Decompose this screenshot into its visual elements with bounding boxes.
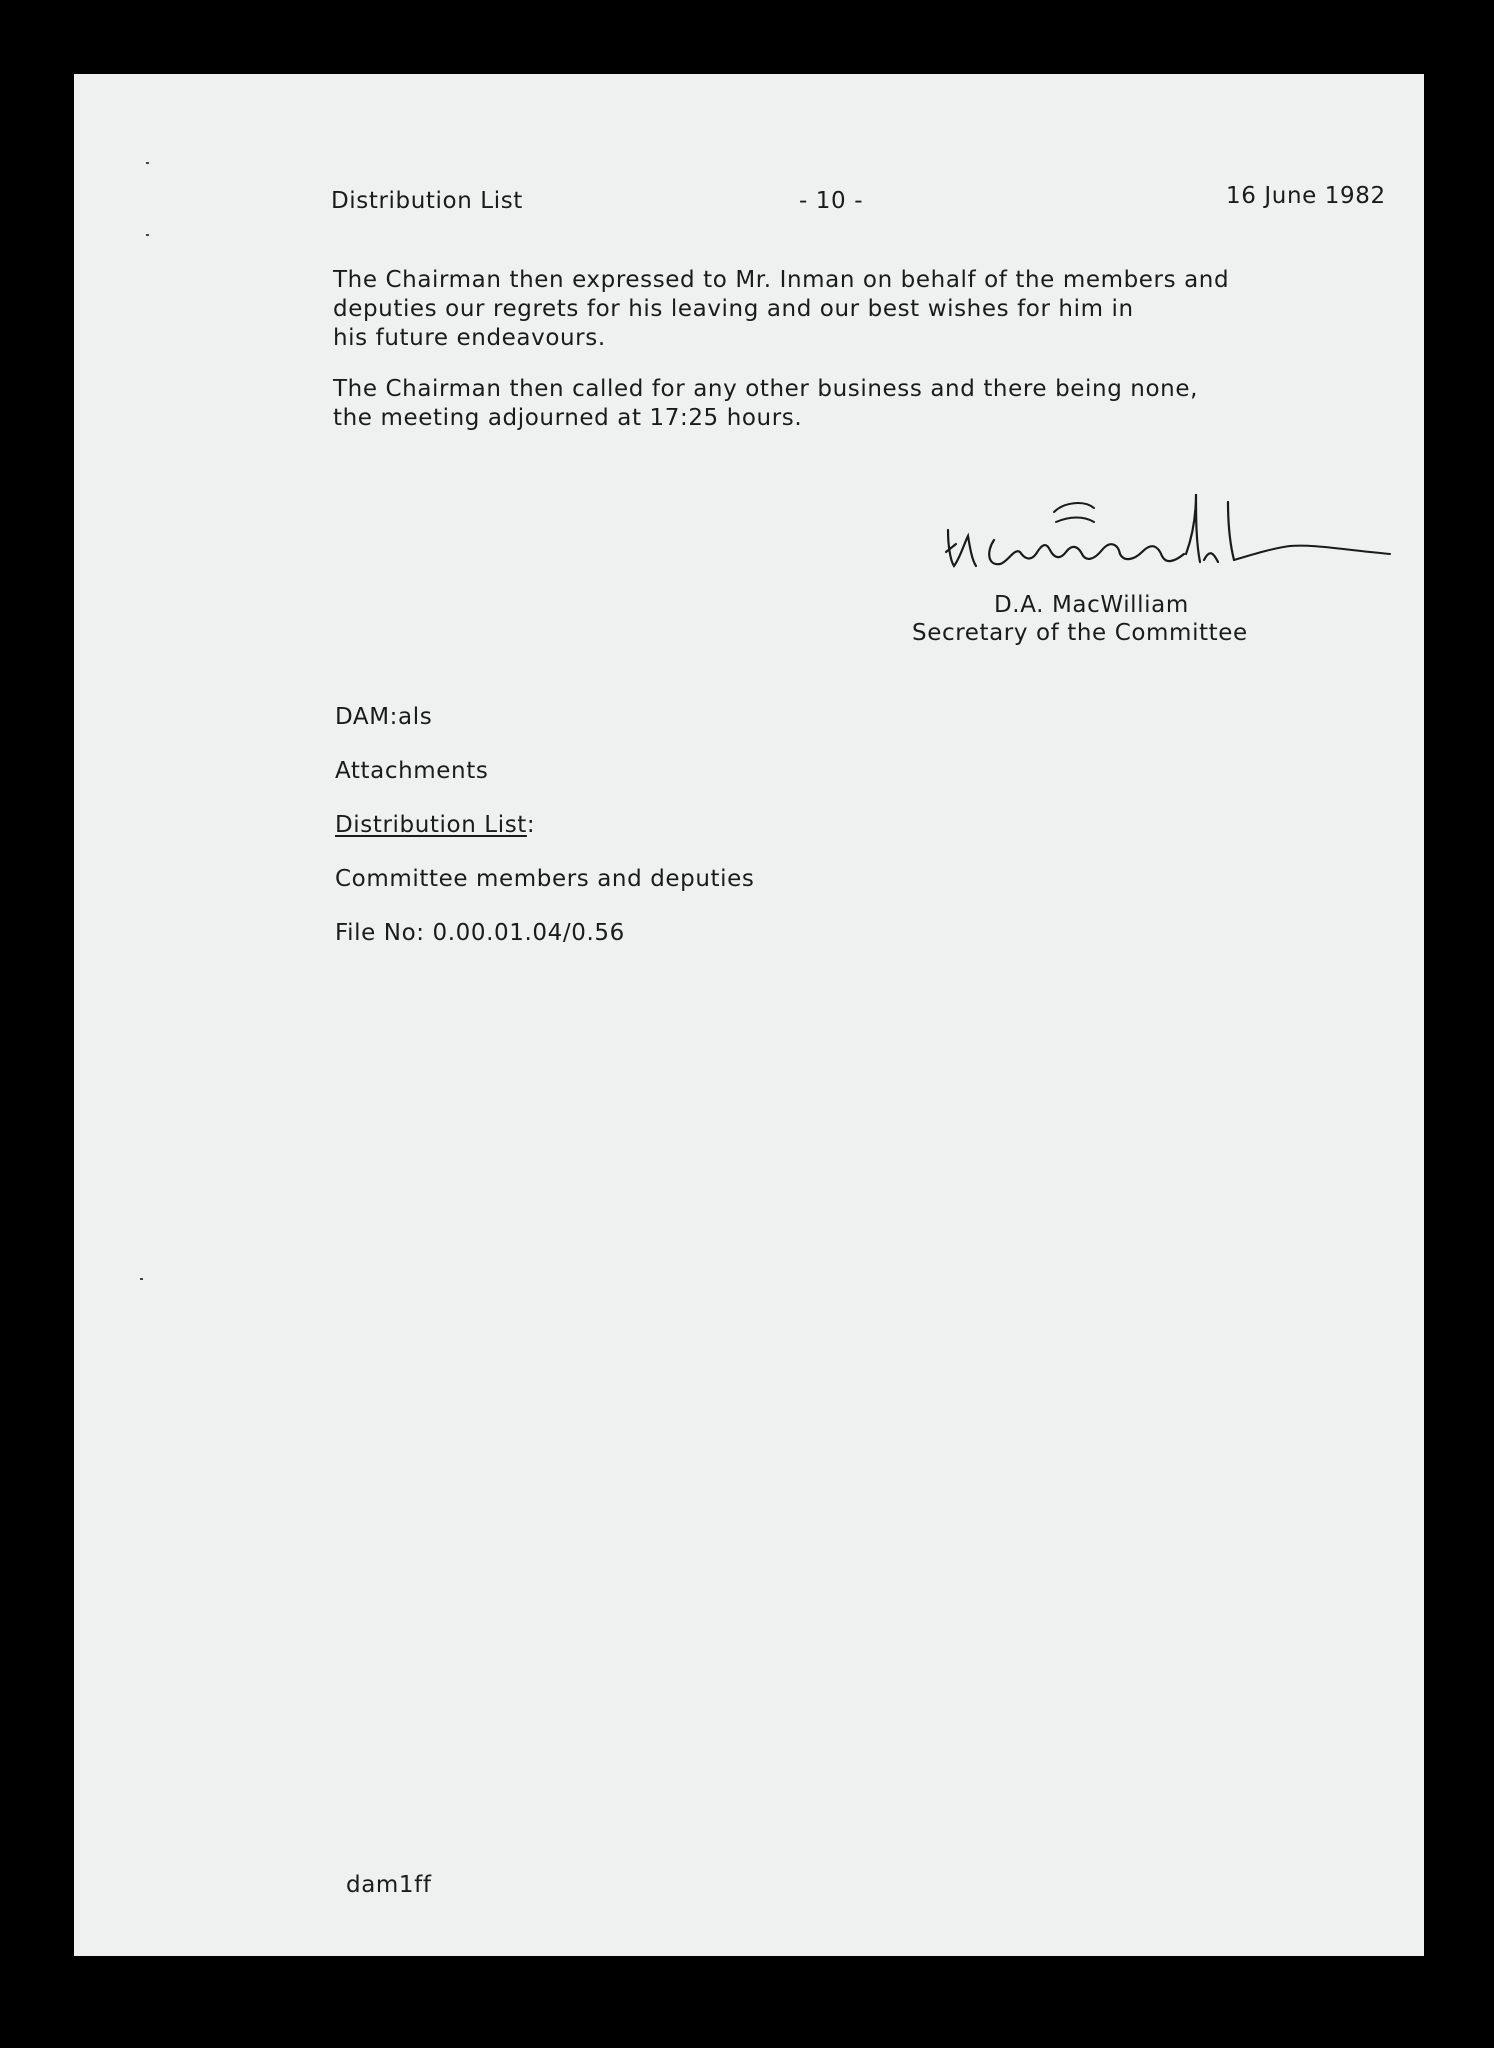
scan-mark [146, 162, 149, 164]
scan-mark [140, 1278, 143, 1280]
paragraph-line: the meeting adjourned at 17:25 hours. [333, 405, 803, 431]
paragraph-line: The Chairman then called for any other business and there being none, [333, 376, 1198, 402]
recipients-line: Committee members and deputies [335, 866, 755, 892]
signatory-title: Secretary of the Committee [912, 620, 1248, 646]
signatory-name: D.A. MacWilliam [994, 592, 1189, 618]
paragraph-1 [333, 266, 1333, 353]
scan-mark [146, 234, 149, 236]
distribution-heading-text: Distribution List [335, 812, 527, 838]
page-number: - 10 - [799, 188, 864, 214]
typist-code: dam1ff [346, 1872, 432, 1898]
header-left: Distribution List [331, 188, 523, 214]
header-date: 16 June 1982 [1226, 183, 1386, 209]
attachments-label: Attachments [335, 758, 489, 784]
paragraph-line: deputies our regrets for his leaving and our best wishes for him in [333, 296, 1134, 322]
distribution-heading-colon: : [526, 812, 536, 838]
file-number: File No: 0.00.01.04/0.56 [335, 920, 625, 946]
paragraph-line: his future endeavours. [333, 325, 606, 351]
reference-initials: DAM:als [335, 704, 433, 730]
paragraph-line: The Chairman then expressed to Mr. Inman on behalf of the members and [333, 267, 1230, 293]
distribution-heading [335, 811, 535, 840]
handwritten-signature [934, 482, 1394, 592]
document-page [74, 74, 1424, 1956]
paragraph-2 [333, 375, 1333, 433]
